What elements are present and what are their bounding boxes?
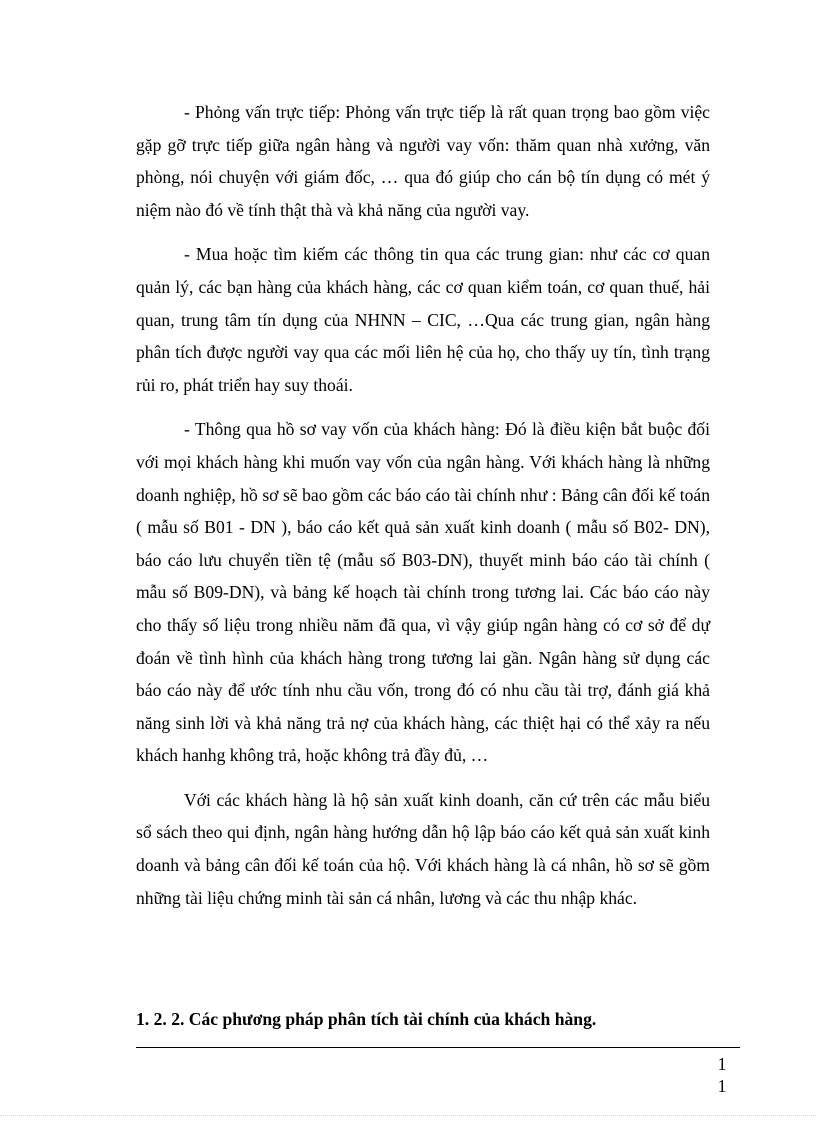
section-heading: 1. 2. 2. Các phương pháp phân tích tài chính của khách hàng. (136, 1009, 597, 1029)
body-text (136, 96, 710, 926)
paragraph-households: Với các khách hàng là hộ sản xuất kinh doanh, căn cứ trên các mẫu biểu sổ sách theo qui định, ngân hàng hướng dẫn hộ lập báo cáo kết quả sản xuất kinh doanh và bảng cân đối kế toán của hộ. Với khách hàng là cá nhân, hồ sơ sẽ gồm những tài liệu chứng minh tài sản cá nhân, lương và các thu nhập khác. (136, 789, 710, 908)
paragraph-intermediaries: - Mua hoặc tìm kiếm các thông tin qua các trung gian: như các cơ quan quản lý, các bạn hàng của khách hàng, các cơ quan kiểm toán, cơ quan thuế, hải quan, trung tâm tín dụng của NHNN – CIC, …Qua các trung gian, ngân hàng phân tích được người vay qua các mối liên hệ của họ, cho thấy uy tín, tình trạng rủi ro, phát triển hay suy thoái. (136, 244, 710, 395)
page-bottom-border (0, 1115, 816, 1116)
paragraph-loan-dossier: - Thông qua hồ sơ vay vốn của khách hàng: Đó là điều kiện bắt buộc đối với mọi khách hàng khi muốn vay vốn của ngân hàng. Với khách hàng là những doanh nghiệp, hồ sơ sẽ bao gồm các báo cáo tài chính như : Bảng cân đối kế toán ( mẫu số B01 - DN ), báo cáo kết quả sản xuất kinh doanh ( mẫu số B02- DN), báo cáo lưu chuyển tiền tệ (mẫu số B03-DN), thuyết minh báo cáo tài chính ( mẫu số B09-DN), và bảng kế hoạch tài chính trong tương lai. Các báo cáo này cho thấy số liệu trong nhiều năm đã qua, vì vậy giúp ngân hàng có cơ sở để dự đoán về tình hình của khách hàng trong tương lai gần. Ngân hàng sử dụng các báo cáo này để ước tính nhu cầu vốn, trong đó có nhu cầu tài trợ, đánh giá khả năng sinh lời và khả năng trả nợ của khách hàng, các thiệt hại có thể xảy ra nếu khách hanhg không trả, hoặc không trả đầy đủ, … (136, 419, 710, 766)
page-number: 1 (717, 1054, 727, 1074)
paragraph-direct-interview: - Phỏng vấn trực tiếp: Phỏng vấn trực tiếp là rất quan trọng bao gồm việc gặp gỡ trực tiếp giữa ngân hàng và người vay vốn: thăm quan nhà xưởng, văn phòng, nói chuyện với giám đốc, … qua đó giúp cho cán bộ tín dụng có mét ý niệm nào đó về tính thật thà và khả năng của người vay. (136, 102, 710, 220)
page-number-secondary: 1 (717, 1076, 727, 1096)
footer-divider (136, 1047, 740, 1048)
